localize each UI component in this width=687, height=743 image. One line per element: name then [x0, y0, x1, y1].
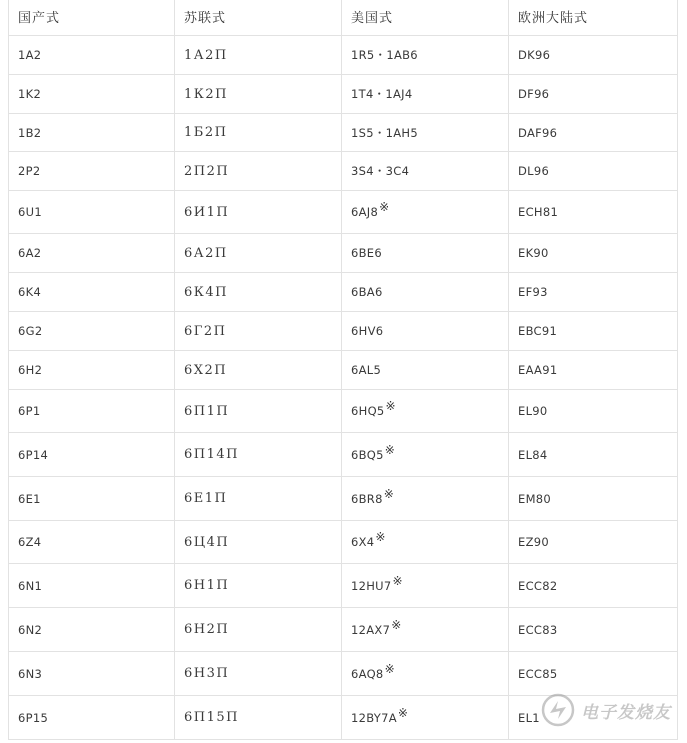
cell-chinese-type: 2P2 [9, 152, 175, 191]
american-type-value: 6BQ5 [351, 447, 384, 462]
cell-soviet-type: 6И1П [175, 191, 342, 234]
cell-american-type [342, 652, 509, 696]
cell-soviet-type: 6Е1П [175, 477, 342, 521]
cell-chinese-type: 6N2 [9, 608, 175, 652]
cell-european-type: ECC83 [509, 608, 678, 652]
table-row [9, 433, 678, 477]
cell-american-type [342, 234, 509, 273]
cell-soviet-type: 6Н3П [175, 652, 342, 696]
cell-soviet-type: 6Н2П [175, 608, 342, 652]
table-row [9, 75, 678, 114]
header-european-type: 欧洲大陆式 [509, 0, 678, 36]
cell-soviet-type: 6П14П [175, 433, 342, 477]
reference-mark: ※ [379, 200, 390, 214]
cell-european-type: DL96 [509, 152, 678, 191]
table-row [9, 273, 678, 312]
header-soviet-type: 苏联式 [175, 0, 342, 36]
cell-european-type: ECC82 [509, 564, 678, 608]
reference-mark: ※ [391, 617, 402, 632]
cell-soviet-type: 6Х2П [175, 351, 342, 390]
cell-chinese-type: 6A2 [9, 234, 175, 273]
table-row [9, 312, 678, 351]
cell-american-type [342, 114, 509, 152]
cell-chinese-type: 6P14 [9, 433, 175, 477]
reference-mark: ※ [392, 573, 403, 588]
reference-mark: ※ [385, 399, 396, 413]
table-row [9, 652, 678, 696]
cell-soviet-type: 6Н1П [175, 564, 342, 608]
table-row [9, 152, 678, 191]
cell-chinese-type: 6P15 [9, 696, 175, 740]
cell-chinese-type: 6K4 [9, 273, 175, 312]
table-row [9, 351, 678, 390]
american-type-value: 6BE6 [351, 246, 382, 260]
table-row [9, 114, 678, 152]
cell-soviet-type: 6Ц4П [175, 521, 342, 564]
cell-american-type [342, 390, 509, 433]
cell-chinese-type: 1B2 [9, 114, 175, 152]
cell-american-type [342, 36, 509, 75]
table-row [9, 564, 678, 608]
cell-european-type: DAF96 [509, 114, 678, 152]
cell-soviet-type: 6К4П [175, 273, 342, 312]
reference-mark: ※ [375, 530, 386, 544]
cell-soviet-type: 6П1П [175, 390, 342, 433]
american-type-value: 3S4・3C4 [351, 164, 410, 178]
cell-european-type: EL84 [509, 433, 678, 477]
american-type-value: 1S5・1AH5 [351, 125, 418, 140]
american-type-value: 6BA6 [351, 285, 383, 299]
cell-chinese-type: 1K2 [9, 75, 175, 114]
cell-soviet-type: 6П15П [175, 696, 342, 740]
cell-soviet-type: 6А2П [175, 234, 342, 273]
table-row [9, 477, 678, 521]
american-type-value: 12BY7A [351, 710, 397, 725]
american-type-value: 6AL5 [351, 363, 382, 377]
cell-european-type: EM80 [509, 477, 678, 521]
cell-european-type: EAA91 [509, 351, 678, 390]
table-row [9, 696, 678, 740]
cell-european-type: DF96 [509, 75, 678, 114]
table-row [9, 521, 678, 564]
american-type-value: 6AJ8 [351, 205, 379, 219]
reference-mark: ※ [383, 486, 395, 501]
header-american-type: 美国式 [342, 0, 509, 36]
table-row [9, 191, 678, 234]
cell-european-type: EZ90 [509, 521, 678, 564]
cell-american-type [342, 75, 509, 114]
cell-european-type: EF93 [509, 273, 678, 312]
american-type-value: 6HV6 [351, 324, 384, 338]
cell-chinese-type: 6E1 [9, 477, 175, 521]
watermark-text: 电子发烧友 [581, 702, 671, 723]
table-row [9, 608, 678, 652]
cell-soviet-type: 6Г2П [175, 312, 342, 351]
cell-european-type: EL90 [509, 390, 678, 433]
cell-american-type [342, 152, 509, 191]
cell-european-type: EK90 [509, 234, 678, 273]
tube-equivalents-table [8, 0, 678, 740]
cell-american-type [342, 433, 509, 477]
reference-mark: ※ [384, 661, 395, 676]
cell-chinese-type: 6N3 [9, 652, 175, 696]
cell-chinese-type: 6G2 [9, 312, 175, 351]
table-row [9, 390, 678, 433]
cell-soviet-type: 1Б2П [175, 114, 342, 152]
cell-soviet-type: 2П2П [175, 152, 342, 191]
table-body [9, 36, 678, 740]
american-type-value: 1R5・1AB6 [351, 48, 418, 62]
cell-american-type [342, 351, 509, 390]
cell-european-type: DK96 [509, 36, 678, 75]
cell-chinese-type: 6U1 [9, 191, 175, 234]
table-row [9, 36, 678, 75]
cell-american-type [342, 312, 509, 351]
cell-american-type [342, 191, 509, 234]
cell-american-type [342, 608, 509, 652]
american-type-value: 6HQ5 [351, 404, 385, 418]
reference-mark: ※ [384, 442, 396, 457]
cell-european-type: ECC85 [509, 652, 678, 696]
american-type-value: 12AX7 [351, 622, 391, 637]
american-type-value: 12HU7 [351, 578, 392, 593]
american-type-value: 1T4・1AJ4 [351, 87, 413, 101]
cell-american-type [342, 477, 509, 521]
cell-chinese-type: 1A2 [9, 36, 175, 75]
american-type-value: 6BR8 [351, 491, 383, 506]
american-type-value: 6X4 [351, 535, 375, 549]
cell-soviet-type: 1А2П [175, 36, 342, 75]
cell-soviet-type: 1К2П [175, 75, 342, 114]
cell-american-type [342, 564, 509, 608]
cell-european-type: EBC91 [509, 312, 678, 351]
table-header-row [9, 0, 678, 36]
cell-chinese-type: 6Z4 [9, 521, 175, 564]
cell-american-type [342, 696, 509, 740]
cell-american-type [342, 273, 509, 312]
cell-chinese-type: 6N1 [9, 564, 175, 608]
header-chinese-type: 国产式 [9, 0, 175, 36]
american-type-value: 6AQ8 [351, 666, 384, 681]
reference-mark: ※ [397, 705, 409, 720]
cell-american-type [342, 521, 509, 564]
cell-chinese-type: 6H2 [9, 351, 175, 390]
cell-european-type: EL1 [509, 696, 678, 740]
cell-chinese-type: 6P1 [9, 390, 175, 433]
cell-european-type: ECH81 [509, 191, 678, 234]
table-row [9, 234, 678, 273]
